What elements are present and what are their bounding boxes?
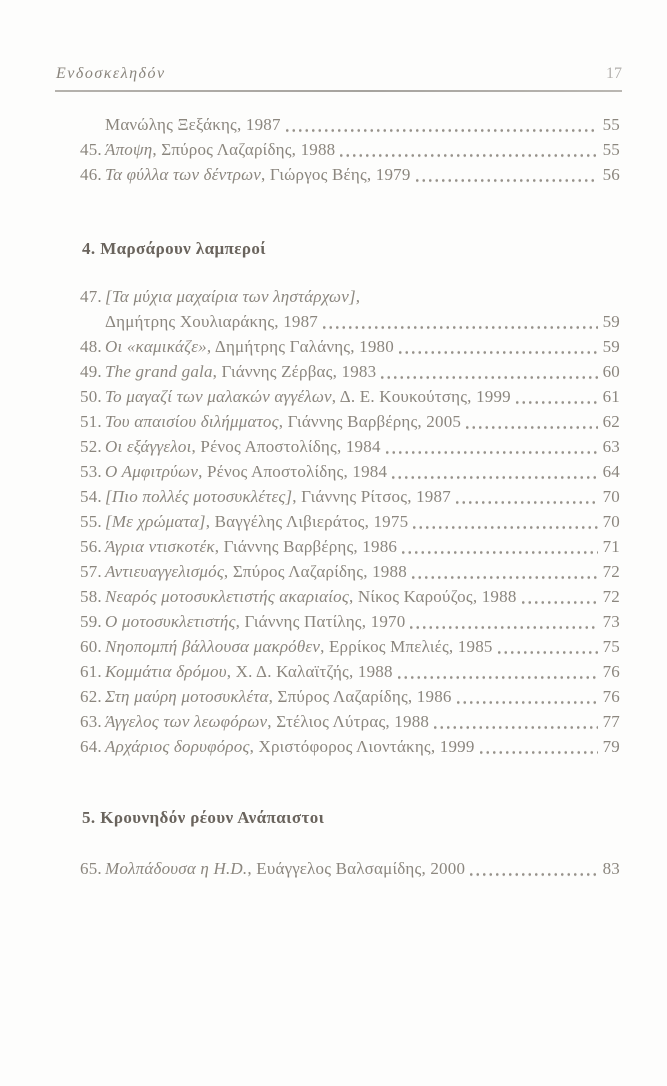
entry-page-number: 59 — [602, 312, 620, 331]
dot-leader — [390, 459, 598, 484]
dot-leader — [514, 384, 598, 409]
entry-title: Στη μαύρη μοτοσυκλέτα — [105, 687, 269, 706]
toc-entry — [80, 584, 620, 609]
entry-number: 58. — [80, 587, 102, 606]
dot-leader — [432, 709, 598, 734]
entry-author-year: , Σπύρος Λαζαρίδης, 1986 — [268, 687, 452, 706]
entry-author-year: , Χριστόφορος Λιοντάκης, 1999 — [249, 737, 475, 756]
entry-author-year: Δημήτρης Χουλιαράκης, 1987 — [105, 312, 319, 331]
entry-title: Του απαισίου διλήμματος — [105, 412, 279, 431]
entry-author-year: , Δ. Ε. Κουκούτσης, 1999 — [331, 387, 511, 406]
entry-number: 62. — [80, 687, 102, 706]
entry-number: 65. — [80, 859, 102, 878]
toc-entry — [80, 559, 620, 584]
entry-title: [Τα μύχια μαχαίρια των ληστάρχων], — [105, 287, 361, 306]
entry-author-year: , Σπύρος Λαζαρίδης, 1988 — [152, 140, 336, 159]
entry-page-number: 73 — [602, 612, 620, 631]
entry-title: [Με χρώματα] — [105, 512, 206, 531]
dot-leader — [284, 112, 598, 137]
toc-entry — [80, 634, 620, 659]
entry-author-year: Μανώλης Ξεξάκης, 1987 — [105, 115, 281, 134]
entry-number: 50. — [80, 387, 102, 406]
dot-leader — [455, 684, 598, 709]
dot-leader — [408, 609, 598, 634]
entry-page-number: 61 — [602, 387, 620, 406]
entry-title: [Πιο πολλές μοτοσυκλέτες] — [105, 487, 293, 506]
entry-page-number: 72 — [602, 562, 620, 581]
entry-author-year: , Γιάννης Ρίτσος, 1987 — [292, 487, 451, 506]
entry-number: 63. — [80, 712, 102, 731]
toc-entry — [80, 734, 620, 759]
toc-entry — [80, 684, 620, 709]
dot-leader — [397, 334, 598, 359]
entry-author-year: , Σπύρος Λαζαρίδης, 1988 — [223, 562, 407, 581]
entry-page-number: 72 — [602, 587, 620, 606]
entry-author-year: , Νίκος Καρούζος, 1988 — [349, 587, 517, 606]
toc-entry — [80, 284, 620, 309]
entry-author-year: , Χ. Δ. Καλαϊτζής, 1988 — [226, 662, 393, 681]
entry-number: 55. — [80, 512, 102, 531]
entry-title: Τα φύλλα των δέντρων — [105, 165, 262, 184]
entry-number: 51. — [80, 412, 102, 431]
entry-page-number: 70 — [602, 512, 620, 531]
entry-number: 52. — [80, 437, 102, 456]
entry-page-number: 79 — [602, 737, 620, 756]
entry-title: Άποψη — [105, 140, 153, 159]
header-page-number: 17 — [606, 65, 622, 82]
entry-page-number: 55 — [602, 140, 620, 159]
entry-number: 59. — [80, 612, 102, 631]
entry-page-number: 55 — [602, 115, 620, 134]
running-title: Ενδοσκεληδόν — [56, 65, 166, 82]
entry-title: Αντιευαγγελισμός — [105, 562, 224, 581]
entry-author-year: , Γιάννης Βαρβέρης, 1986 — [214, 537, 398, 556]
section-heading-5: 5. Κρουνηδόν ρέουν Ανάπαιστοι — [82, 808, 325, 827]
entry-number: 47. — [80, 287, 102, 306]
dot-leader — [410, 559, 598, 584]
entry-page-number: 83 — [602, 859, 620, 878]
entry-page-number: 62 — [602, 412, 620, 431]
dot-leader — [496, 634, 598, 659]
toc-entry — [80, 309, 620, 334]
toc-entry — [80, 709, 620, 734]
entry-author-year: , Ευάγγελος Βαλσαμίδης, 2000 — [247, 859, 466, 878]
entry-page-number: 77 — [602, 712, 620, 731]
entry-page-number: 64 — [602, 462, 620, 481]
toc-entry — [80, 137, 620, 162]
dot-leader — [414, 162, 598, 187]
entry-title: Οι «καμικάζε» — [105, 337, 207, 356]
dot-leader — [338, 137, 598, 162]
entry-number: 57. — [80, 562, 102, 581]
entry-number: 53. — [80, 462, 102, 481]
dot-leader — [321, 309, 598, 334]
dot-leader — [520, 584, 598, 609]
dot-leader — [396, 659, 598, 684]
toc-entry — [80, 359, 620, 384]
entry-title: Νηοπομπή βάλλουσα μακρόθεν — [105, 637, 321, 656]
page-header — [56, 64, 622, 84]
entry-page-number: 75 — [602, 637, 620, 656]
toc-entry — [80, 434, 620, 459]
toc-entry — [80, 659, 620, 684]
entry-number: 56. — [80, 537, 102, 556]
entry-author-year: , Στέλιος Λύτρας, 1988 — [267, 712, 430, 731]
entry-title: Άγρια ντισκοτέκ — [105, 537, 215, 556]
entry-author-year: , Γιάννης Ζέρβας, 1983 — [212, 362, 377, 381]
entry-title: Ο Αμφιτρύων — [105, 462, 199, 481]
dot-leader — [454, 484, 598, 509]
toc-entry — [80, 162, 620, 187]
dot-leader — [411, 509, 598, 534]
toc-entry — [80, 509, 620, 534]
entry-author-year: , Γιώργος Βέης, 1979 — [261, 165, 411, 184]
entry-author-year: , Γιάννης Βαρβέρης, 2005 — [278, 412, 462, 431]
entry-title: Κομμάτια δρόμου — [105, 662, 227, 681]
entry-number: 54. — [80, 487, 102, 506]
entry-title: Άγγελος των λεωφόρων — [105, 712, 268, 731]
entry-number: 61. — [80, 662, 102, 681]
toc-entry — [80, 409, 620, 434]
toc-entry — [80, 856, 620, 881]
toc-entry — [80, 459, 620, 484]
toc-entry — [80, 609, 620, 634]
entry-title: Αρχάριος δορυφόρος — [105, 737, 250, 756]
dot-leader — [464, 409, 598, 434]
toc-entry — [80, 112, 620, 137]
entry-number: 45. — [80, 140, 102, 159]
entry-title: Οι εξάγγελοι — [105, 437, 192, 456]
dot-leader — [384, 434, 598, 459]
entry-author-year: , Βαγγέλης Λιβιεράτος, 1975 — [205, 512, 409, 531]
section-heading-4: 4. Μαρσάρουν λαμπεροί — [82, 239, 266, 258]
entry-number: 64. — [80, 737, 102, 756]
entry-page-number: 63 — [602, 437, 620, 456]
entry-title: Μολπάδουσα η H.D. — [105, 859, 248, 878]
entry-author-year: , Ρένος Αποστολίδης, 1984 — [198, 462, 388, 481]
dot-leader — [379, 359, 598, 384]
entry-page-number: 76 — [602, 687, 620, 706]
entry-page-number: 70 — [602, 487, 620, 506]
entry-title: Νεαρός μοτοσυκλετιστής ακαριαίος — [105, 587, 349, 606]
entry-author-year: , Ερρίκος Μπελιές, 1985 — [320, 637, 493, 656]
toc-entry — [80, 384, 620, 409]
entry-title: The grand gala — [105, 362, 213, 381]
entry-title: Το μαγαζί των μαλακών αγγέλων — [105, 387, 332, 406]
entry-number: 49. — [80, 362, 102, 381]
toc-entry — [80, 534, 620, 559]
toc-entry — [80, 334, 620, 359]
dot-leader — [363, 284, 598, 309]
dot-leader — [400, 534, 598, 559]
dot-leader — [468, 856, 598, 881]
entry-page-number: 76 — [602, 662, 620, 681]
entry-number: 48. — [80, 337, 102, 356]
table-of-contents — [80, 112, 620, 881]
dot-leader — [478, 734, 598, 759]
entry-author-year: , Γιάννης Πατίλης, 1970 — [235, 612, 406, 631]
entry-author-year: , Ρένος Αποστολίδης, 1984 — [191, 437, 381, 456]
entry-title: Ο μοτοσυκλετιστής — [105, 612, 236, 631]
entry-page-number: 71 — [602, 537, 620, 556]
entry-page-number: 60 — [602, 362, 620, 381]
entry-page-number: 56 — [602, 165, 620, 184]
entry-number: 46. — [80, 165, 102, 184]
entry-page-number: 59 — [602, 337, 620, 356]
entry-number: 60. — [80, 637, 102, 656]
entry-author-year: , Δημήτρης Γαλάνης, 1980 — [206, 337, 394, 356]
header-rule — [55, 90, 622, 92]
toc-entry — [80, 484, 620, 509]
